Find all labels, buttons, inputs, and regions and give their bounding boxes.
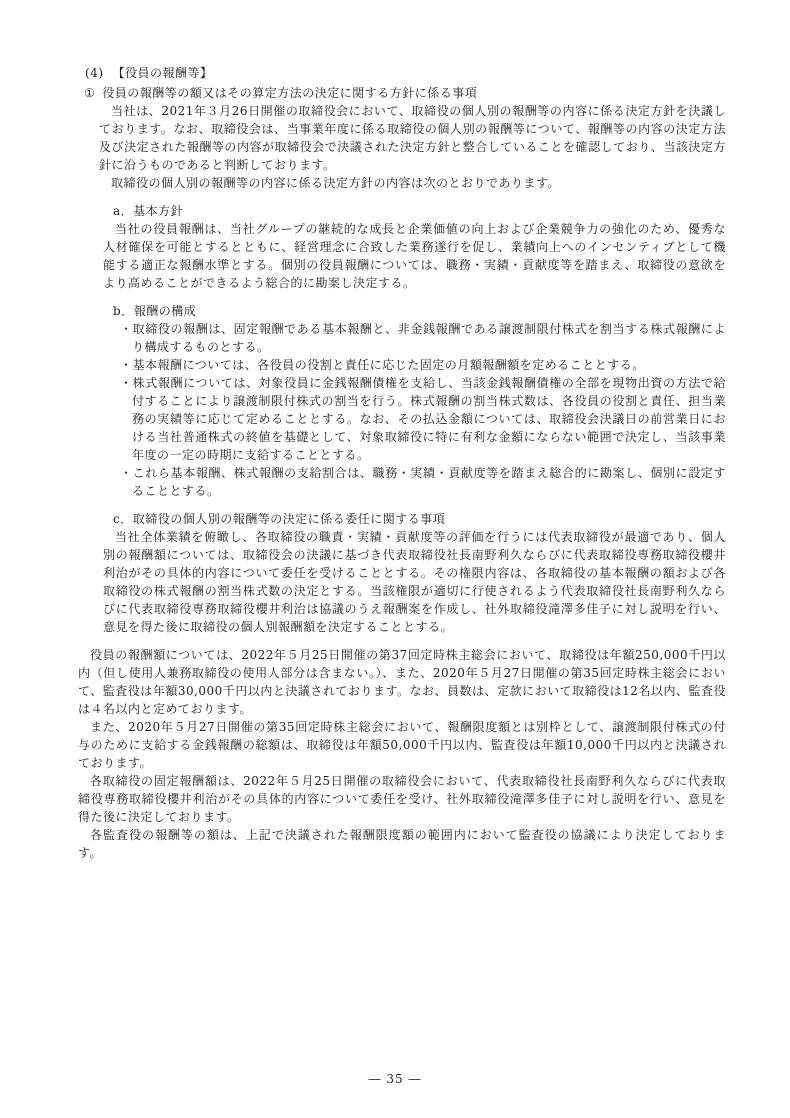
page-number: ― 35 ― (368, 1072, 422, 1086)
item-heading (84, 84, 726, 102)
list-item: ・基本報酬については、各役員の役割と責任に応じた固定の月額報酬額を定めることとする。 (120, 358, 645, 372)
subsection-a-title: 基本方針 (133, 204, 184, 218)
subsection-c-heading (113, 510, 726, 528)
paragraph-auditor-remuneration-decision: 各監査役の報酬等の額は、上記で決議された報酬限度額の範囲内において監査役の協議により決定しております。 (78, 828, 726, 860)
item-marker: ① (84, 86, 96, 100)
paragraph-policy-resolution: 当社は、2021年３月26日開催の取締役会において、取締役の個人別の報酬等の内容に係る決定方針を決議しております。なお、取締役会は、当事業年度に係る取締役の個人別の報酬等について、報酬等の内容の決定方法及び決定された報酬等の内容が取締役会で決議された決定方針と整合していることを確認しており、当該決定方針に沿うものであると判断しております。 (99, 104, 726, 172)
subsection-b-heading (113, 302, 726, 320)
paragraph-remuneration-limits: 役員の報酬額については、2022年５月25日開催の第37回定時株主総会において、取締役は年額250,000千円以内（但し使用人兼務取締役の使用人部分は含まない。）、また、2020年５月27日開催の第35回定時株主総会において、監査役は年額30,000千円以内と決議されております。なお、員数は、定款において取締役は12名以内、監査役は４名以内と定めております。 (78, 648, 726, 716)
subsection-a-label: a． (113, 204, 134, 218)
subsection-a-body: 当社の役員報酬は、当社グループの継続的な成長と企業価値の向上および企業競争力の強化のため、優秀な人材確保を可能とするとともに、経営理念に合致した業務遂行を促し、業績向上へのインセンティブとして機能する適正な報酬水準とする。個別の役員報酬については、職務・実績・貢献度等を踏まえ、取締役の意欲をより高めることができるよう総合的に勘案し決定する。 (103, 222, 726, 290)
section-title: 【役員の報酬等】 (112, 66, 213, 80)
section-number: (4) (85, 66, 104, 80)
paragraph-policy-lead-in: 取締役の個人別の報酬等の内容に係る決定方針の内容は次のとおりであります。 (111, 176, 561, 190)
closing-paragraphs (78, 646, 726, 862)
list-item: ・これら基本報酬、株式報酬の支給割合は、職務・実績・貢献度等を踏まえ総合的に勘案し、個別に設定することとする。 (120, 466, 726, 498)
paragraph-fixed-remuneration-decision: 各取締役の固定報酬額は、2022年５月25日開催の取締役会において、代表取締役社長南野利久ならびに代表取締役専務取締役櫻井利治がその具体的内容について委任を受け、社外取締役滝澤多佳子に対し説明を行い、意見を得た後に決定しております。 (78, 774, 726, 824)
subsection-c-title: 取締役の個人別の報酬等の決定に係る委任に関する事項 (132, 512, 446, 526)
item-heading-text: 役員の報酬等の額又はその算定方法の決定に関する方針に係る事項 (102, 86, 478, 100)
subsection-c-body: 当社全体業績を俯瞰し、各取締役の職責・実績・貢献度等の評価を行うには代表取締役が最適であり、個人別の報酬額については、取締役会の決議に基づき代表取締役社長南野利久ならびに代表取締役専務取締役櫻井利治がその具体的内容について委任を受けることとする。その権限内容は、各取締役の基本報酬の額および各取締役の株式報酬の割当株式数の決定とする。当該権限が適切に行使されるよう代表取締役社長南野利久ならびに代表取締役専務取締役櫻井利治は協議のうえ報酬案を作成し、社外取締役滝澤多佳子に対し説明を行い、意見を得た後に取締役の個人別報酬額を決定することとする。 (103, 530, 726, 634)
paragraph-restricted-stock-limits: また、2020年５月27日開催の第35回定時株主総会において、報酬限度額とは別枠として、譲渡制限付株式の付与のために支給する金銭報酬の総額は、取締役は年額50,000千円以内、監査役は年額10,000千円以内と決議されております。 (78, 720, 726, 770)
list-item: ・取締役の報酬は、固定報酬である基本報酬と、非金銭報酬である譲渡制限付株式を割当する株式報酬により構成するものとする。 (120, 322, 726, 354)
subsection-b-title: 報酬の構成 (133, 304, 197, 318)
subsection-c-label: c． (113, 512, 133, 526)
subsection-a-heading (113, 202, 726, 220)
compensation-structure-list (120, 320, 726, 500)
subsection-b-label: b． (113, 304, 134, 318)
page-content (78, 64, 726, 862)
section-heading (85, 64, 726, 82)
list-item: ・株式報酬については、対象役員に金銭報酬債権を支給し、当該金銭報酬債権の全部を現物出資の方法で給付することにより譲渡制限付株式の割当を行う。株式報酬の割当株式数は、各役員の役割と責任、担当業務の実績等に応じて定めることとする。なお、その払込金額については、取締役会決議日の前営業日における当社普通株式の終値を基礎として、対象取締役に特に有利な金額にならない範囲で決定し、当該事業年度の一定の時期に支給することとする。 (120, 376, 726, 462)
